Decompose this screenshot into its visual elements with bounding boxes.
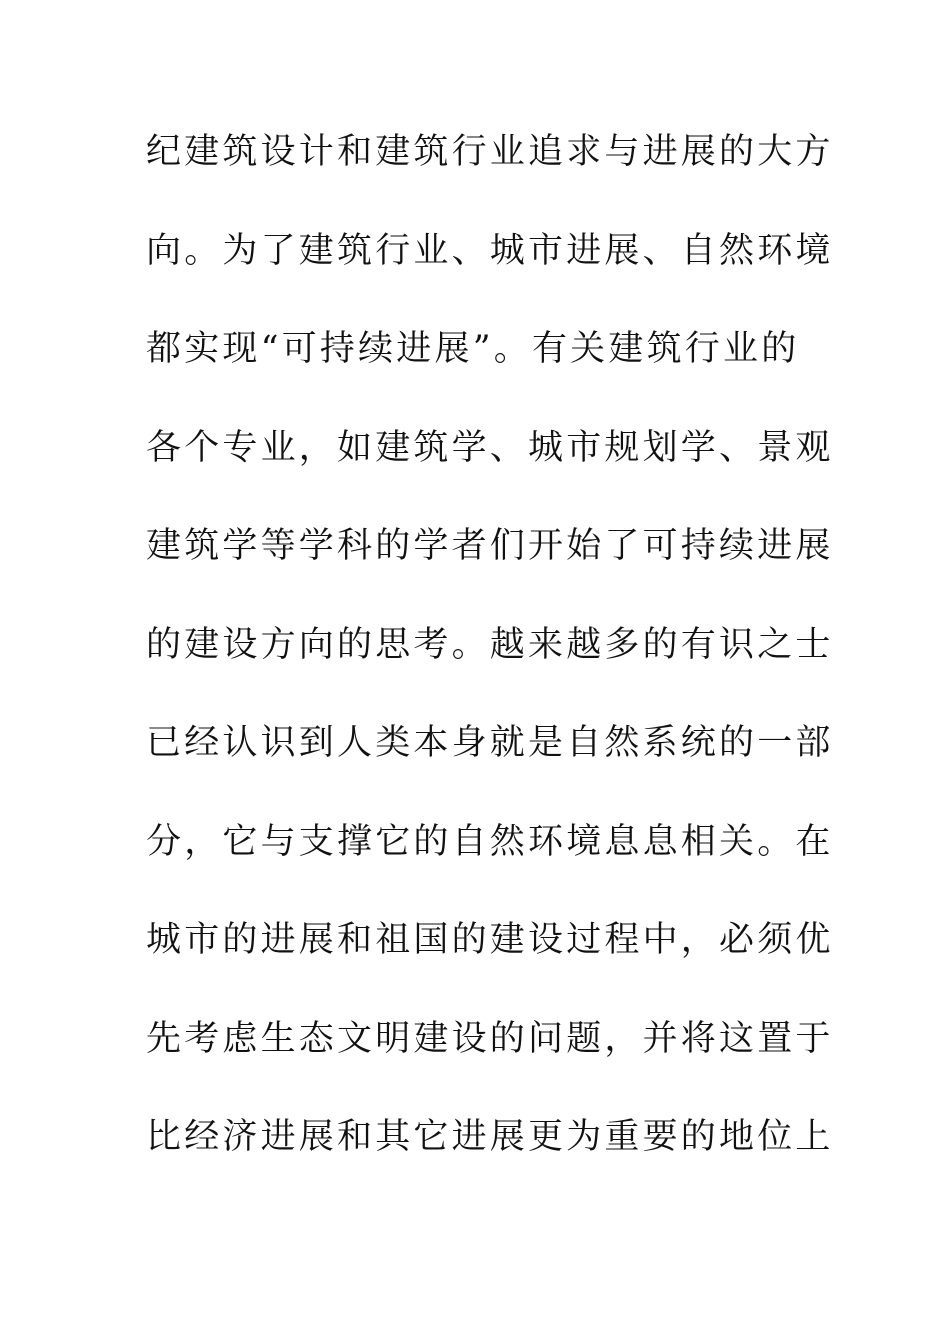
body-text bbox=[146, 122, 834, 1206]
text-line: 的建设方向的思考。越来越多的有识之士 bbox=[146, 624, 834, 665]
text-line: 城市的进展和祖国的建设过程中，必须优 bbox=[146, 920, 834, 960]
text-line: 先考虑生态文明建设的问题，并将这置于 bbox=[146, 1018, 834, 1059]
text-line: 纪建筑设计和建筑行业追求与进展的大方 bbox=[146, 132, 834, 172]
text-line: 向。为了建筑行业、城市进展、自然环境 bbox=[146, 230, 834, 271]
text-line: 各个专业，如建筑学、城市规划学、景观 bbox=[146, 427, 834, 468]
text-line: 建筑学等学科的学者们开始了可持续进展 bbox=[146, 526, 834, 566]
text-line: 已经认识到人类本身就是自然系统的一部 bbox=[146, 723, 834, 763]
text-line: 都实现“可持续进展”。有关建筑行业的 bbox=[146, 329, 800, 369]
text-line: 分，它与支撑它的自然环境息息相关。在 bbox=[146, 821, 834, 862]
text-line: 比经济进展和其它进展更为重要的地位上 bbox=[146, 1117, 834, 1157]
